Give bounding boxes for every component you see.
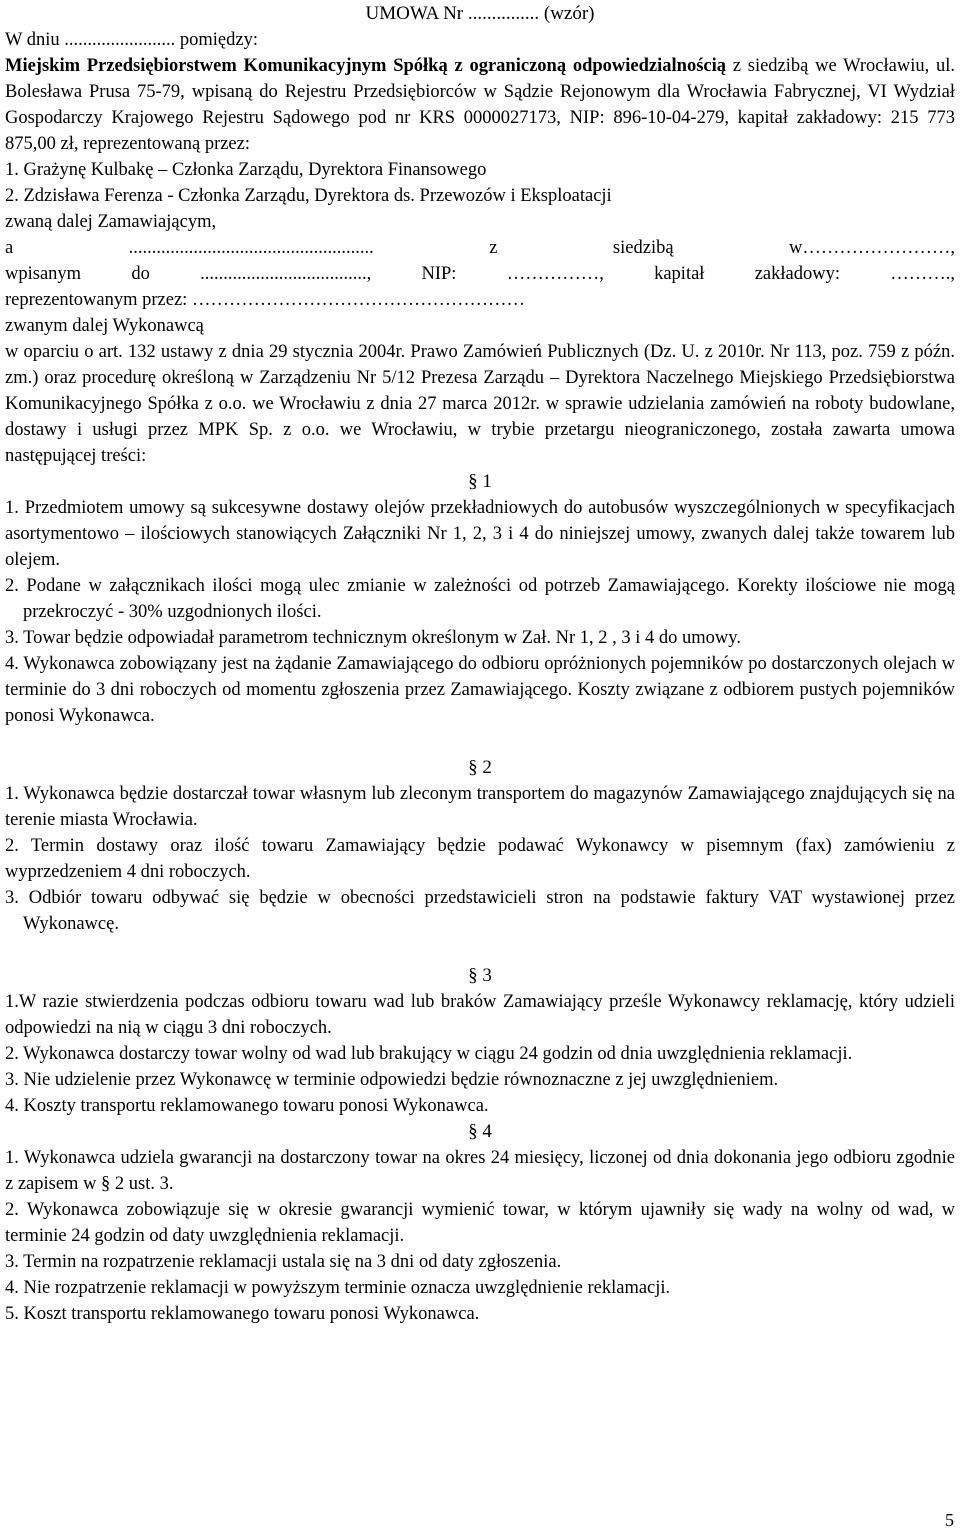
wykonawca-label: zwanym dalej Wykonawcą — [5, 316, 204, 336]
contractor-line-3: reprezentowanym przez: ……………………………………………… — [5, 290, 525, 310]
representative-1: 1. Grażynę Kulbakę – Członka Zarządu, Dyrektora Finansowego — [5, 160, 487, 180]
s1-item-3: 3. Towar będzie odpowiadał parametrom technicznym określonym w Zał. Nr 1, 2 , 3 i 4 do umowy. — [5, 628, 741, 648]
s2-item-3: 3. Odbiór towaru odbywać się będzie w obecności przedstawicieli stron na podstawie faktury VAT wystawionej przez Wykonawcę. — [5, 888, 955, 934]
legal-basis: w oparciu o art. 132 ustawy z dnia 29 stycznia 2004r. Prawo Zamówień Publicznych (Dz. U. z 2010r. Nr 113, poz. 759 z późn. zm.) oraz procedurę określoną w Zarządzeniu Nr 5/12 Prezesa Zarządu – Dyrektora Naczelnego Miejskiego Przedsiębiorstwa Komunikacyjnego Spółka z o.o. we Wrocławiu z dnia 27 marca 2012r. w sprawie udzielania zamówień na roboty budowlane, dostawy i usługi przez MPK Sp. z o.o. we Wrocławiu, w trybie przetargu nieograniczonego, została zawarta umowa następującej treści: — [5, 342, 955, 466]
s3-item-3: 3. Nie udzielenie przez Wykonawcę w terminie odpowiedzi będzie równoznaczne z jej uwzględnieniem. — [5, 1070, 779, 1090]
page-number: 5 — [945, 1510, 954, 1530]
party1-paragraph — [5, 53, 955, 157]
section-3-heading: § 3 — [468, 965, 492, 986]
s3-item-2: 2. Wykonawca dostarczy towar wolny od wad lub brakujący w ciągu 24 godzin od dnia uwzględnienia reklamacji. — [5, 1044, 853, 1064]
section-1-heading: § 1 — [468, 471, 492, 492]
s1-item-4: 4. Wykonawca zobowiązany jest na żądanie Zamawiającego do odbioru opróżnionych pojemników po dostarczonych olejach w terminie do 3 dni roboczych od momentu zgłoszenia przez Zamawiającego. Koszty związane z odbiorem pustych pojemników ponosi Wykonawca. — [5, 654, 955, 726]
s4-item-5: 5. Koszt transportu reklamowanego towaru ponosi Wykonawca. — [5, 1304, 480, 1324]
party1-name: Miejskim Przedsiębiorstwem Komunikacyjnym Spółką z ograniczoną odpowiedzialnością — [5, 56, 726, 76]
s4-item-3: 3. Termin na rozpatrzenie reklamacji ustala się na 3 dni od daty zgłoszenia. — [5, 1252, 562, 1272]
s2-item-2: 2. Termin dostawy oraz ilość towaru Zamawiający będzie podawać Wykonawcy w pisemnym (fax) zamówieniu z wyprzedzeniem 4 dni roboczych. — [5, 836, 955, 882]
s3-item-4: 4. Koszty transportu reklamowanego towaru ponosi Wykonawca. — [5, 1096, 489, 1116]
section-2-heading: § 2 — [468, 757, 492, 778]
s4-item-2: 2. Wykonawca zobowiązuje się w okresie gwarancji wymienić towar, w którym ujawniły się wady na wolny od wad, w terminie 24 godzin od daty uwzględnienia reklamacji. — [5, 1200, 955, 1246]
date-line: W dniu ........................ pomiędzy: — [5, 30, 258, 50]
s1-item-1: 1. Przedmiotem umowy są sukcesywne dostawy olejów przekładniowych do autobusów wyszczególnionych w specyfikacjach asortymentowo – ilościowych stanowiących Załączniki Nr 1, 2, 3 i 4 do niniejszej umowy, zwanych dalej także towarem lub olejem. — [5, 498, 955, 570]
zamawiajacy-label: zwaną dalej Zamawiającym, — [5, 212, 217, 232]
s1-item-2: 2. Podane w załącznikach ilości mogą ulec zmianie w zależności od potrzeb Zamawiającego. Korekty ilościowe nie mogą przekroczyć - 30% uzgodnionych ilości. — [5, 576, 955, 622]
contract-title: UMOWA Nr ............... (wzór) — [365, 3, 595, 24]
s4-item-4: 4. Nie rozpatrzenie reklamacji w powyższym terminie oznacza uwzględnienie reklamacji. — [5, 1278, 671, 1298]
s2-item-1: 1. Wykonawca będzie dostarczał towar własnym lub zleconym transportem do magazynów Zamawiającego znajdujących się na terenie miasta Wrocławia. — [5, 784, 955, 830]
party1-details: z siedzibą we Wrocławiu, ul. Bolesława Prusa 75-79, wpisaną do Rejestru Przedsiębiorców w Sądzie Rejonowym dla Wrocławia Fabrycznej, VI Wydział Gospodarczy Krajowego Rejestru Sądowego pod nr KRS 0000027173, NIP: 896-10-04-279, kapitał zakładowy: 215 773 875,00 zł, reprezentowaną przez: — [5, 56, 955, 154]
representative-2: 2. Zdzisława Ferenza - Członka Zarządu, Dyrektora ds. Przewozów i Eksploatacji — [5, 186, 612, 206]
s3-item-1: 1.W razie stwierdzenia podczas odbioru towaru wad lub braków Zamawiający prześle Wykonawcy reklamację, który udzieli odpowiedzi na nią w ciągu 3 dni roboczych. — [5, 992, 955, 1038]
s4-item-1: 1. Wykonawca udziela gwarancji na dostarczony towar na okres 24 miesięcy, liczonej od dnia dokonania jego odbioru zgodnie z zapisem w § 2 ust. 3. — [5, 1148, 955, 1194]
document-page — [5, 0, 955, 1327]
contractor-line-1: a ..................................................... z siedzibą w……………………, — [5, 238, 955, 258]
section-4-heading: § 4 — [468, 1121, 492, 1142]
contractor-line-2: wpisanym do ...................................., NIP: ……………, kapitał zakładowy: ………., — [5, 264, 955, 284]
